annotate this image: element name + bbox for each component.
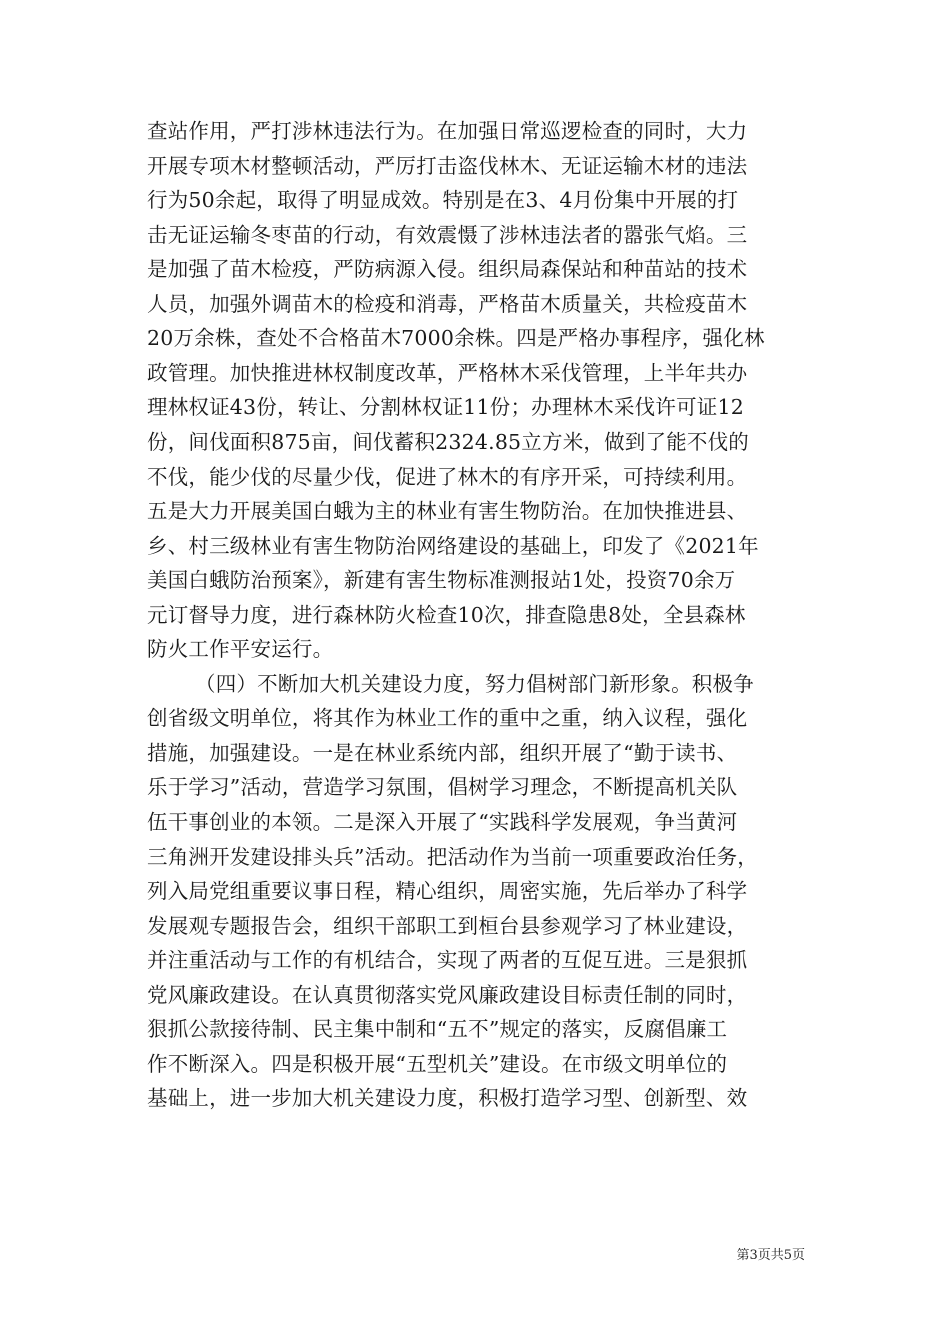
- page-footer: 第3页共5页: [736, 1248, 805, 1263]
- text-line: 政管理。加快推进林权制度改革，严格林木采伐管理，上半年共办: [147, 360, 748, 385]
- text-line: 乐于学习”活动，营造学习氛围，倡树学习理念，不断提高机关队: [147, 775, 738, 800]
- text-line: 伍干事创业的本领。二是深入开展了“实践科学发展观，争当黄河: [147, 810, 738, 834]
- text-line: 措施，加强建设。一是在林业系统内部，组织开展了“勤于读书、: [147, 740, 738, 765]
- text-line: 并注重活动与工作的有机结合，实现了两者的互促互进。三是狠抓: [147, 948, 748, 973]
- text-line: 20万余株，查处不合格苗木7000余株。四是严格办事程序，强化林: [147, 326, 765, 351]
- text-line: 击无证运输冬枣苗的行动，有效震慑了涉林违法者的嚣张气焰。三: [147, 222, 748, 247]
- text-line: 防火工作平安运行。: [147, 637, 334, 662]
- text-line: 狠抓公款接待制、民主集中制和“五不”规定的落实，反腐倡廉工: [147, 1017, 728, 1042]
- text-line: 三角洲开发建设排头兵”活动。把活动作为当前一项重要政治任务，: [147, 844, 758, 869]
- text-line: 五是大力开展美国白蛾为主的林业有害生物防治。在加快推进县、: [147, 499, 748, 524]
- text-line: 创省级文明单位，将其作为林业工作的重中之重，纳入议程，强化: [147, 706, 748, 731]
- text-line: 党风廉政建设。在认真贯彻落实党风廉政建设目标责任制的同时，: [147, 982, 748, 1007]
- text-line: 份，间伐面积875亩，间伐蓄积2324.85立方米，做到了能不伐的: [147, 429, 749, 454]
- text-line: 乡、村三级林业有害生物防治网络建设的基础上，印发了《2021年: [147, 533, 759, 558]
- text-line: 列入局党组重要议事日程，精心组织，周密实施，先后举办了科学: [147, 879, 748, 904]
- text-line: 人员，加强外调苗木的检疫和消毒，严格苗木质量关，共检疫苗木: [147, 291, 748, 316]
- text-line: 发展观专题报告会，组织干部职工到桓台县参观学习了林业建设，: [147, 913, 748, 938]
- text-line: 不伐，能少伐的尽量少伐，促进了林木的有序开采，可持续利用。: [147, 464, 748, 489]
- text-line: 作不断深入。四是积极开展“五型机关”建设。在市级文明单位的: [147, 1051, 728, 1076]
- text-line: 是加强了苗木检疫，严防病源入侵。组织局森保站和种苗站的技术: [147, 257, 748, 282]
- text-line: （四）不断加大机关建设力度，努力倡树部门新形象。积极争: [195, 671, 754, 696]
- text-line: 理林权证43份，转让、分割林权证11份；办理林木采伐许可证12: [147, 395, 744, 420]
- text-line: 基础上，进一步加大机关建设力度，积极打造学习型、创新型、效: [147, 1086, 748, 1111]
- text-line: 查站作用，严打涉林违法行为。在加强日常巡逻检查的同时，大力: [147, 119, 748, 143]
- text-line: 美国白蛾防治预案》，新建有害生物标准测报站1处，投资70余万: [147, 568, 736, 593]
- text-line: 行为50余起，取得了明显成效。特别是在3、4月份集中开展的打: [147, 188, 739, 213]
- text-line: 开展专项木材整顿活动，严厉打击盗伐林木、无证运输木材的违法: [147, 153, 748, 178]
- text-line: 元订督导力度，进行森林防火检查10次，排查隐患8处，全县森林: [147, 602, 746, 627]
